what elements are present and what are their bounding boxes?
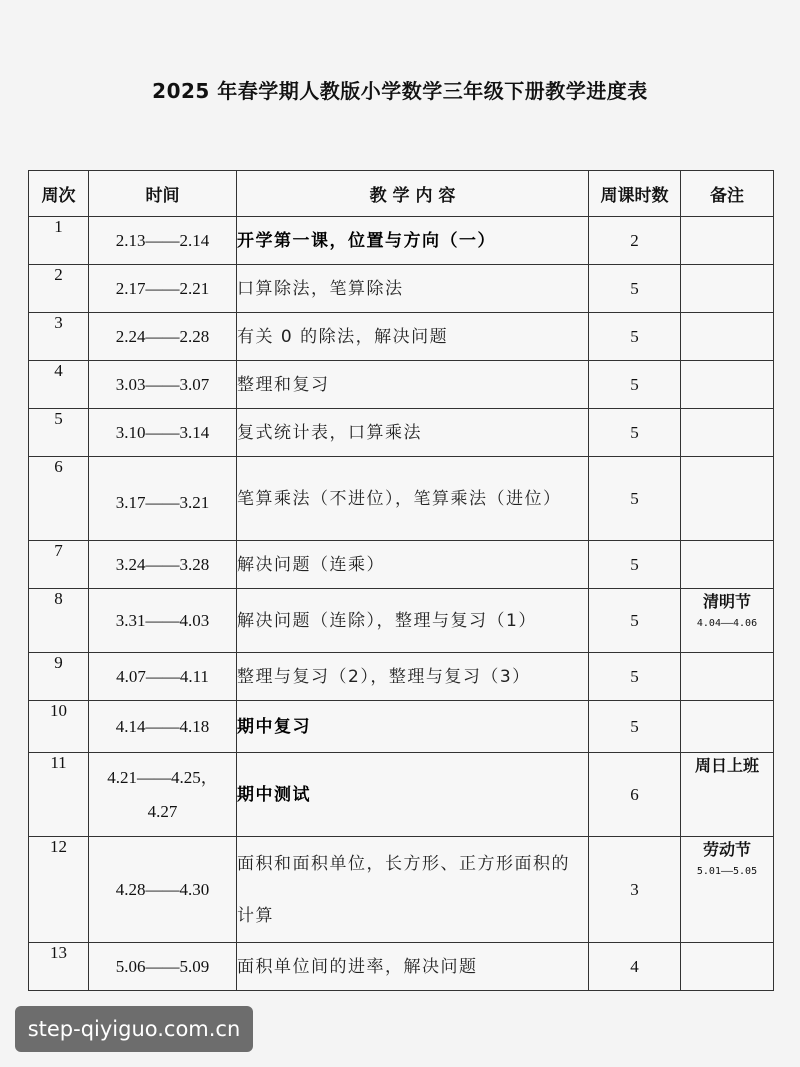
hours-cell: 5 bbox=[589, 653, 681, 701]
time-cell: 3.10——3.14 bbox=[89, 409, 237, 457]
time-cell: 5.06——5.09 bbox=[89, 943, 237, 991]
header-row bbox=[29, 171, 774, 217]
note-cell bbox=[681, 589, 774, 653]
note-cell bbox=[681, 313, 774, 361]
content-cell: 开学第一课，位置与方向（一） bbox=[237, 217, 589, 265]
time-cell: 4.14——4.18 bbox=[89, 701, 237, 753]
table-row bbox=[29, 265, 774, 313]
holiday-note: 清明节 bbox=[702, 592, 751, 611]
header-content: 教 学 内 容 bbox=[237, 171, 589, 217]
note-cell bbox=[681, 701, 774, 753]
header-hours: 周课时数 bbox=[589, 171, 681, 217]
note-cell bbox=[681, 457, 774, 541]
holiday-dates: 4.04——4.06 bbox=[696, 618, 758, 629]
week-cell: 2 bbox=[29, 265, 89, 313]
content-cell: 整理和复习 bbox=[237, 361, 589, 409]
table-row bbox=[29, 943, 774, 991]
table-row bbox=[29, 361, 774, 409]
time-cell: 2.17——2.21 bbox=[89, 265, 237, 313]
content-cell: 期中复习 bbox=[237, 701, 589, 753]
hours-cell: 6 bbox=[589, 753, 681, 837]
time-cell: 4.21——4.25，4.27 bbox=[89, 753, 237, 837]
content-cell: 整理与复习（2），整理与复习（3） bbox=[237, 653, 589, 701]
time-cell: 3.17——3.21 bbox=[89, 457, 237, 541]
week-cell: 8 bbox=[29, 589, 89, 653]
note-cell bbox=[681, 653, 774, 701]
table-row bbox=[29, 837, 774, 943]
table-row bbox=[29, 217, 774, 265]
table-row bbox=[29, 409, 774, 457]
hours-cell: 5 bbox=[589, 541, 681, 589]
note-cell bbox=[681, 361, 774, 409]
week-cell: 11 bbox=[29, 753, 89, 837]
week-cell: 6 bbox=[29, 457, 89, 541]
content-cell: 面积和面积单位，长方形、正方形面积的计算 bbox=[237, 837, 589, 943]
note-cell bbox=[681, 265, 774, 313]
time-cell: 3.03——3.07 bbox=[89, 361, 237, 409]
hours-cell: 5 bbox=[589, 409, 681, 457]
week-cell: 7 bbox=[29, 541, 89, 589]
hours-cell: 5 bbox=[589, 361, 681, 409]
holiday-dates: 5.01——5.05 bbox=[696, 866, 758, 877]
week-cell: 1 bbox=[29, 217, 89, 265]
week-cell: 4 bbox=[29, 361, 89, 409]
time-cell: 4.07——4.11 bbox=[89, 653, 237, 701]
note-cell bbox=[681, 409, 774, 457]
header-week: 周次 bbox=[29, 171, 89, 217]
hours-cell: 4 bbox=[589, 943, 681, 991]
note-cell bbox=[681, 753, 774, 837]
note-cell bbox=[681, 837, 774, 943]
content-cell: 有关 0 的除法，解决问题 bbox=[237, 313, 589, 361]
site-watermark: step-qiyiguo.com.cn bbox=[15, 1006, 253, 1052]
header-time: 时间 bbox=[89, 171, 237, 217]
hours-cell: 5 bbox=[589, 265, 681, 313]
time-cell: 4.28——4.30 bbox=[89, 837, 237, 943]
week-cell: 10 bbox=[29, 701, 89, 753]
table-row bbox=[29, 589, 774, 653]
week-cell: 9 bbox=[29, 653, 89, 701]
content-cell: 解决问题（连乘） bbox=[237, 541, 589, 589]
week-cell: 5 bbox=[29, 409, 89, 457]
hours-cell: 3 bbox=[589, 837, 681, 943]
note-cell bbox=[681, 541, 774, 589]
table-row bbox=[29, 313, 774, 361]
content-cell: 复式统计表，口算乘法 bbox=[237, 409, 589, 457]
week-cell: 13 bbox=[29, 943, 89, 991]
content-cell: 期中测试 bbox=[237, 753, 589, 837]
page-title: 2025 年春学期人教版小学数学三年级下册教学进度表 bbox=[152, 79, 648, 103]
table-row bbox=[29, 541, 774, 589]
hours-cell: 5 bbox=[589, 457, 681, 541]
content-cell: 面积单位间的进率，解决问题 bbox=[237, 943, 589, 991]
hours-cell: 5 bbox=[589, 589, 681, 653]
schedule-table bbox=[28, 170, 774, 991]
content-cell: 解决问题（连除），整理与复习（1） bbox=[237, 589, 589, 653]
time-cell: 2.24——2.28 bbox=[89, 313, 237, 361]
hours-cell: 5 bbox=[589, 313, 681, 361]
holiday-note: 劳动节 bbox=[702, 840, 751, 859]
table-row bbox=[29, 753, 774, 837]
week-cell: 12 bbox=[29, 837, 89, 943]
hours-cell: 5 bbox=[589, 701, 681, 753]
time-cell: 3.24——3.28 bbox=[89, 541, 237, 589]
table-row bbox=[29, 701, 774, 753]
note-cell bbox=[681, 943, 774, 991]
content-cell: 笔算乘法（不进位），笔算乘法（进位） bbox=[237, 457, 589, 541]
hours-cell: 2 bbox=[589, 217, 681, 265]
note-cell bbox=[681, 217, 774, 265]
week-cell: 3 bbox=[29, 313, 89, 361]
time-cell: 3.31——4.03 bbox=[89, 589, 237, 653]
table-row bbox=[29, 653, 774, 701]
table-row bbox=[29, 457, 774, 541]
workday-note: 周日上班 bbox=[694, 756, 759, 775]
header-notes: 备注 bbox=[681, 171, 774, 217]
time-cell: 2.13——2.14 bbox=[89, 217, 237, 265]
content-cell: 口算除法，笔算除法 bbox=[237, 265, 589, 313]
